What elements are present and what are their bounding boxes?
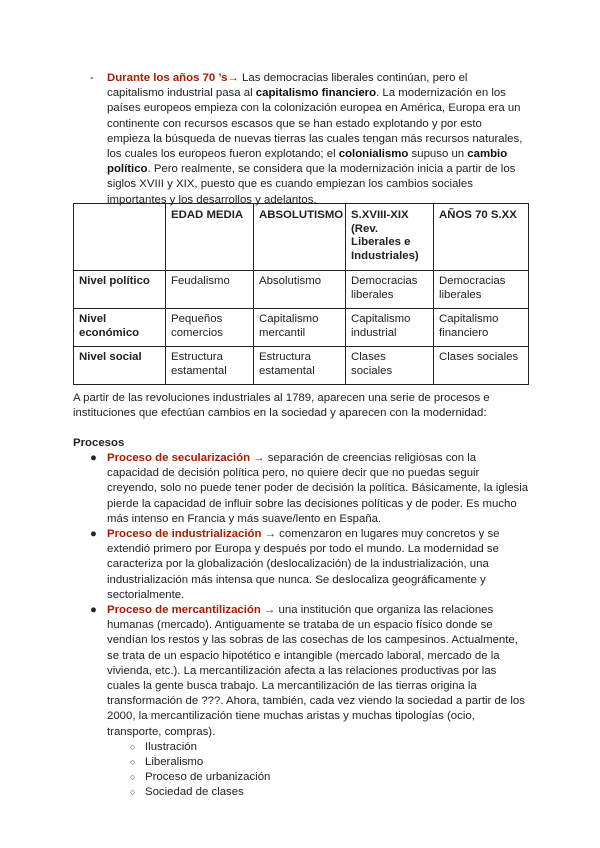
table-cell: Pequeños comercios [166,309,254,347]
header-cell: S.XVIII-XIX (Rev. Liberales e Industriales) [346,204,434,271]
sub-list-item [130,740,529,755]
item-title: Proceso de mercantilización → [107,604,276,617]
table-cell: Democracias liberales [346,271,434,309]
item-text: separación de creencias religiosas con la capacidad de decisión política pero, no quiere decir que no puedas seguir creyendo, solo no puede tener poder de decisión la política. Básicamente, la iglesia pierde la capacidad de influir sobre las decisiones políticas y de poder. Es mucho más intenso en Francia y más suave/lento en España. [107,452,529,525]
sub-item-text: Proceso de urbanización [145,771,271,784]
table-cell: Clases sociales [346,347,434,385]
bold-text: cambio político [107,148,508,176]
paragraph: A partir de las revoluciones industriales al 1789, aparecen una serie de procesos e instituciones que efectúan cambios en la sociedad y aparecen con la modernidad: [73,392,490,420]
header-cell: AÑOS 70 S.XX [434,204,529,271]
text: supuso un [408,148,468,161]
table-cell: Democracias liberales [434,271,529,309]
sub-list-item [130,785,529,800]
sub-item-text: Liberalismo [145,756,204,769]
table-cell: Capitalismo financiero [434,309,529,347]
item-title: Proceso de industrialización → [107,528,277,541]
row-header: Nivel económico [74,309,166,347]
list-item [90,603,529,740]
sub-list-item [130,770,529,785]
bold-text: capitalismo financiero [255,87,377,100]
bullet-icon: ● [90,528,97,541]
arrow-icon: → [227,72,239,84]
item-text: una institución que organiza las relaciones humanas (mercado). Antiguamente se trataba de un espacio físico donde se vendían los restos y las sobras de las cosechas de los campesinos. Actualmente, se trata de un espacio hipotético e intangible (mercado laboral, mercado de la vivienda, etc.). La mercantilización afecta a las relaciones productivas por las cuales la gente busca trabajo. La mercantilización de las tierras origina la transformación de ???. Ahora, también, cada vez viendo la sociedad a partir de los 2000, la mercantilización tiene muchas aristas y muchas tipologías (ocio, transporte, compras). [107,604,525,738]
table-cell: Capitalismo industrial [346,309,434,347]
table-cell: Capitalismo mercantil [254,309,346,347]
bold-text: colonialismo [338,148,409,161]
bullet-icon: ● [90,452,97,464]
intro-paragraph [90,71,527,208]
table-cell: Feudalismo [166,271,254,309]
item-title: Proceso de secularización → [107,452,265,464]
text: Las democracias liberales continúan, pero el capitalismo industrial pasa al [107,72,468,100]
circle-bullet-icon: ○ [130,757,136,768]
text: . La modernización en los países europeos empieza con la colonización europea en América, Europa era un continente con recursos escasos que se han estado explotando y por esto empieza la búsqueda de nuevas tierras las cuales tengan más recursos naturales, los cuales los europeos fueron explotando; el [107,87,523,161]
intro-title: Durante los años 70 ’s [107,72,228,84]
table-cell: Absolutismo [254,271,346,309]
text: . Pero realmente, se considera que la modernización inicia a partir de los siglos XVIII y XIX, puesto que es cuando empiezan los cambios sociales importantes y los desarrollos y adelantos. [107,163,516,206]
table-row [74,347,529,385]
header-cell: EDAD MEDIA [166,204,254,271]
circle-bullet-icon: ○ [130,772,136,783]
table-row [74,271,529,309]
comparison-table [73,203,529,385]
dash-bullet: - [90,72,94,84]
item-text: comenzaron en lugares muy concretos y se extendió primero por Europa y después por todo el mundo. La modernidad se caracteriza por la globalización (deslocalización) de la industrialización, una industrialización más intensa que nunca. Se deslocaliza geográficamente y sectorialmente. [107,528,500,601]
circle-bullet-icon: ○ [130,741,136,752]
table-cell: Estructura estamental [254,347,346,385]
list-item [90,527,529,603]
table-header-row [74,204,529,271]
table-cell: Clases sociales [434,347,529,385]
sub-list-item [130,755,529,770]
table-cell: Estructura estamental [166,347,254,385]
sub-item-text: Ilustración [145,740,197,753]
procesos-list [90,451,529,801]
sub-item-text: Sociedad de clases [145,786,244,799]
row-header: Nivel social [74,347,166,385]
bullet-icon: ● [90,604,97,617]
table-row [74,309,529,347]
header-cell [74,204,166,271]
list-item [90,451,529,527]
row-header: Nivel político [74,271,166,309]
section-heading: Procesos [73,437,125,449]
header-cell: ABSOLUTISMO [254,204,346,271]
circle-bullet-icon: ○ [130,787,136,798]
